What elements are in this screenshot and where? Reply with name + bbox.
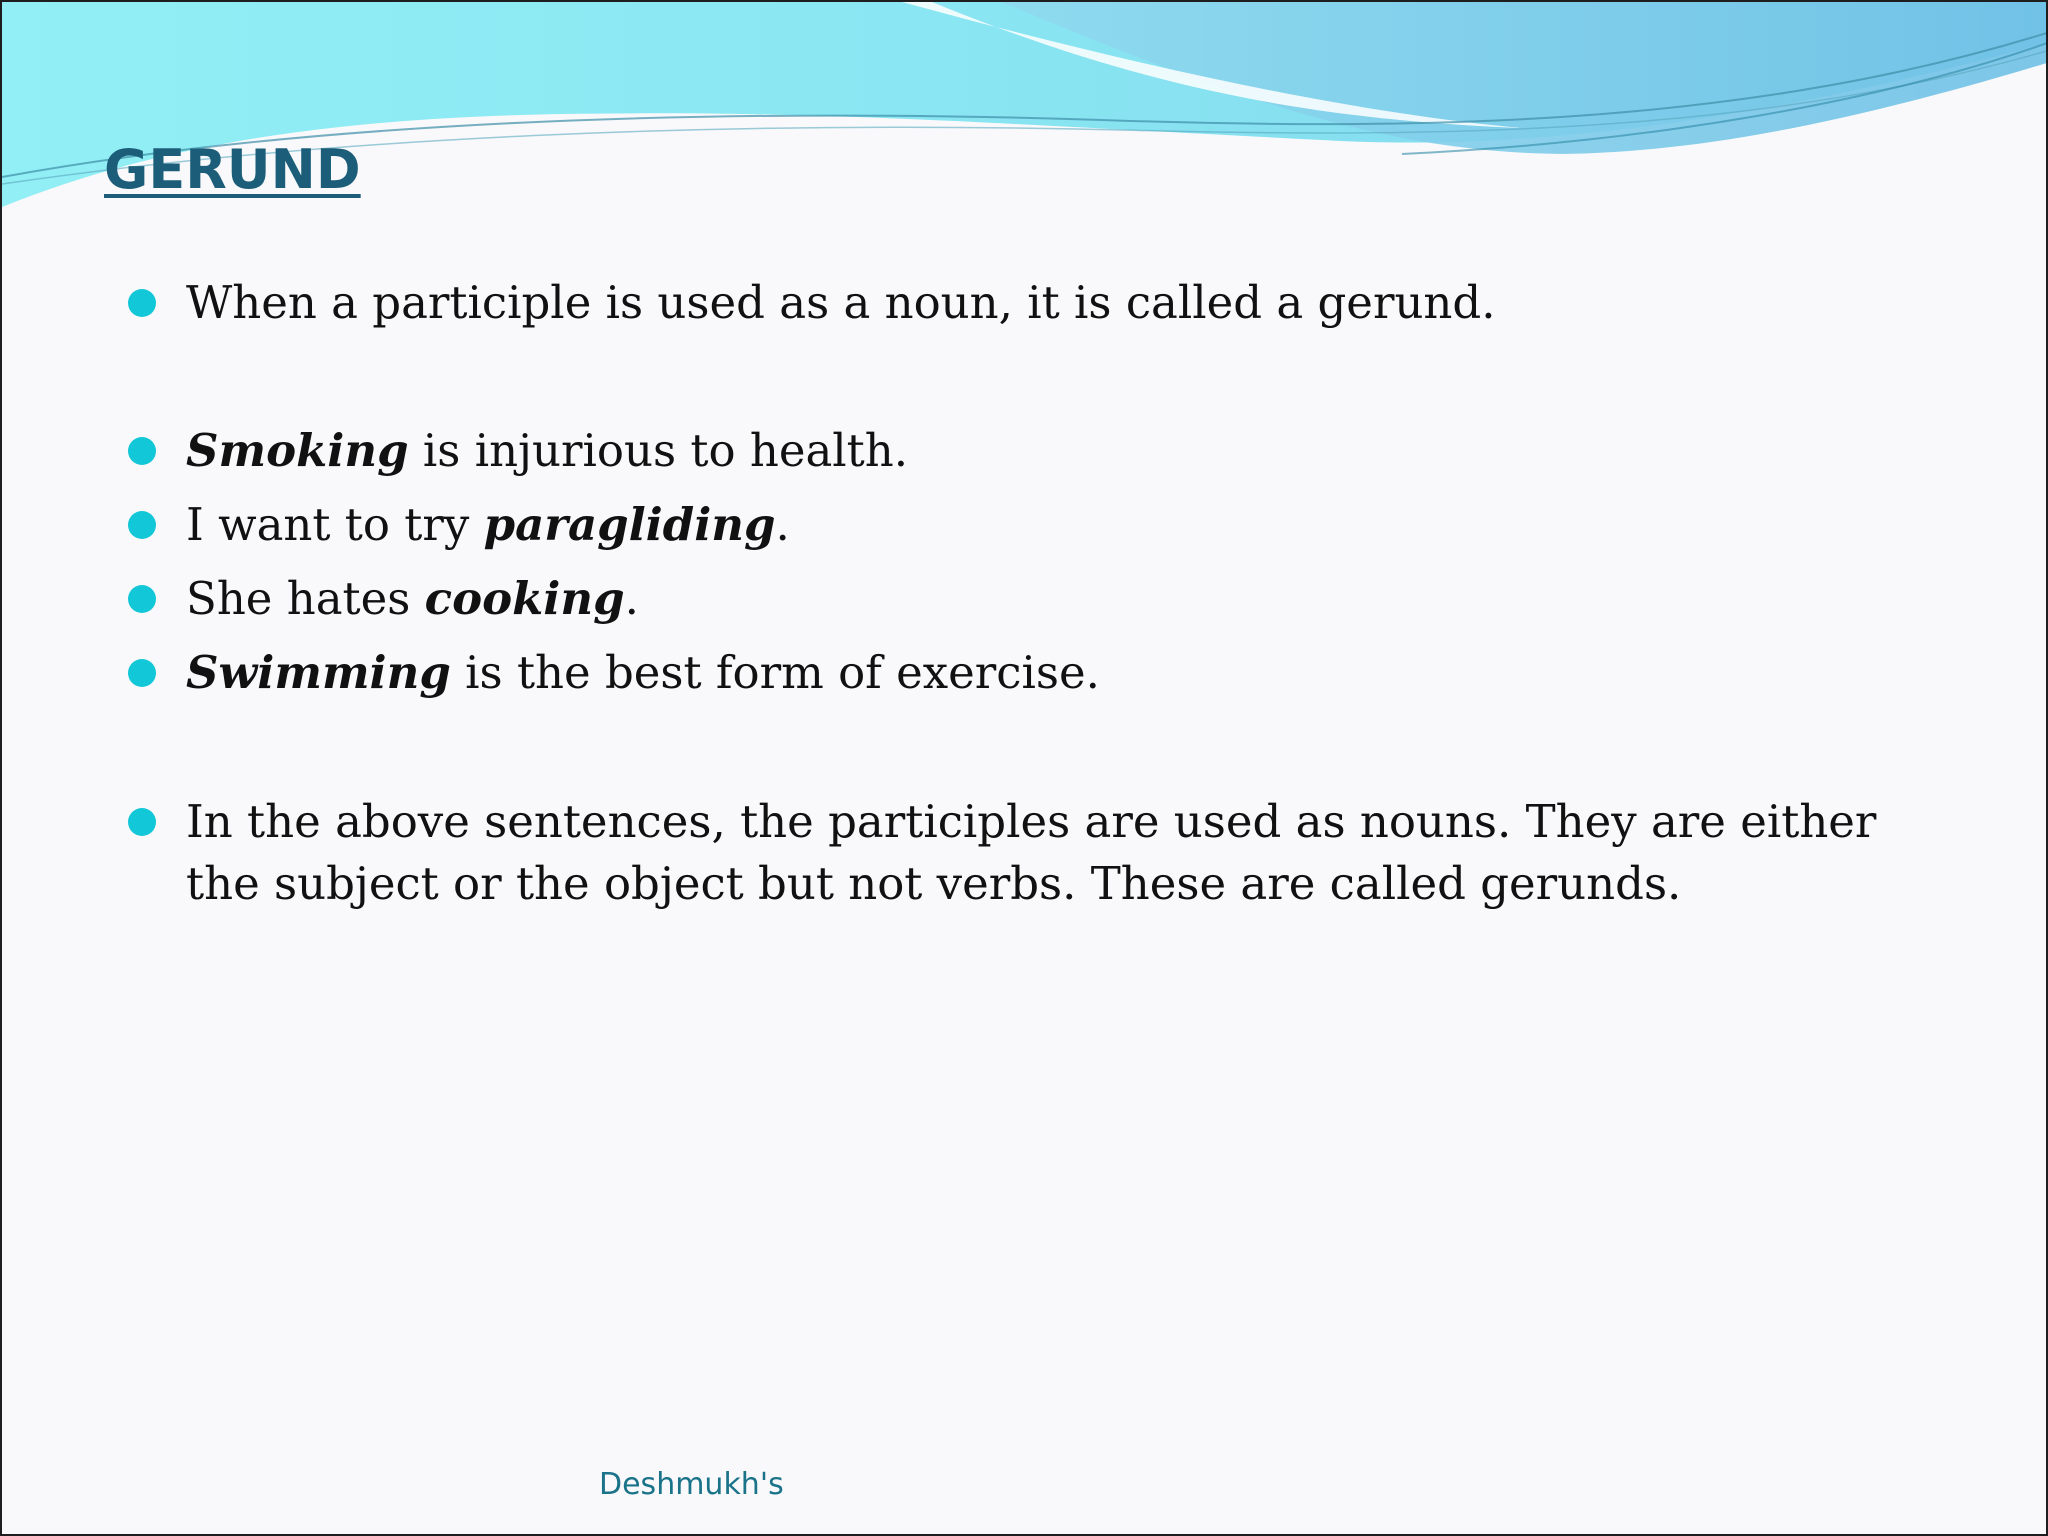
bullet-emphasis: Smoking	[186, 424, 409, 477]
slide-title: GERUND	[104, 138, 361, 201]
bullet-list	[2, 2, 2048, 1536]
bullet-dot-icon	[128, 437, 156, 465]
bullet-example-paragliding	[186, 494, 1946, 556]
bullet-example-swimming	[186, 642, 1946, 704]
bullet-post: In the above sentences, the participles are used as nouns. They are either the subject or the object but not verbs. These are called gerunds.	[186, 795, 1877, 910]
bullet-explanation	[186, 791, 1946, 915]
bullet-dot-icon	[128, 585, 156, 613]
bullet-dot-icon	[128, 511, 156, 539]
bullet-post: is the best form of exercise.	[450, 646, 1100, 699]
bullet-post: .	[624, 572, 639, 625]
bullet-dot-icon	[128, 659, 156, 687]
bullet-emphasis: paragliding	[483, 498, 776, 551]
bullet-post: is injurious to health.	[408, 424, 909, 477]
bullet-example-smoking	[186, 420, 1946, 482]
bullet-emphasis: cooking	[424, 572, 625, 625]
bullet-post: .	[775, 498, 790, 551]
bullet-definition	[186, 272, 1946, 334]
bullet-post: When a participle is used as a noun, it is called a gerund.	[186, 276, 1496, 329]
bullet-example-cooking	[186, 568, 1946, 630]
bullet-pre: She hates	[186, 572, 425, 625]
footer-author: Deshmukh's	[599, 1467, 784, 1502]
bullet-pre: I want to try	[186, 498, 484, 551]
bullet-emphasis: Swimming	[186, 646, 451, 699]
bullet-dot-icon	[128, 289, 156, 317]
bullet-dot-icon	[128, 808, 156, 836]
